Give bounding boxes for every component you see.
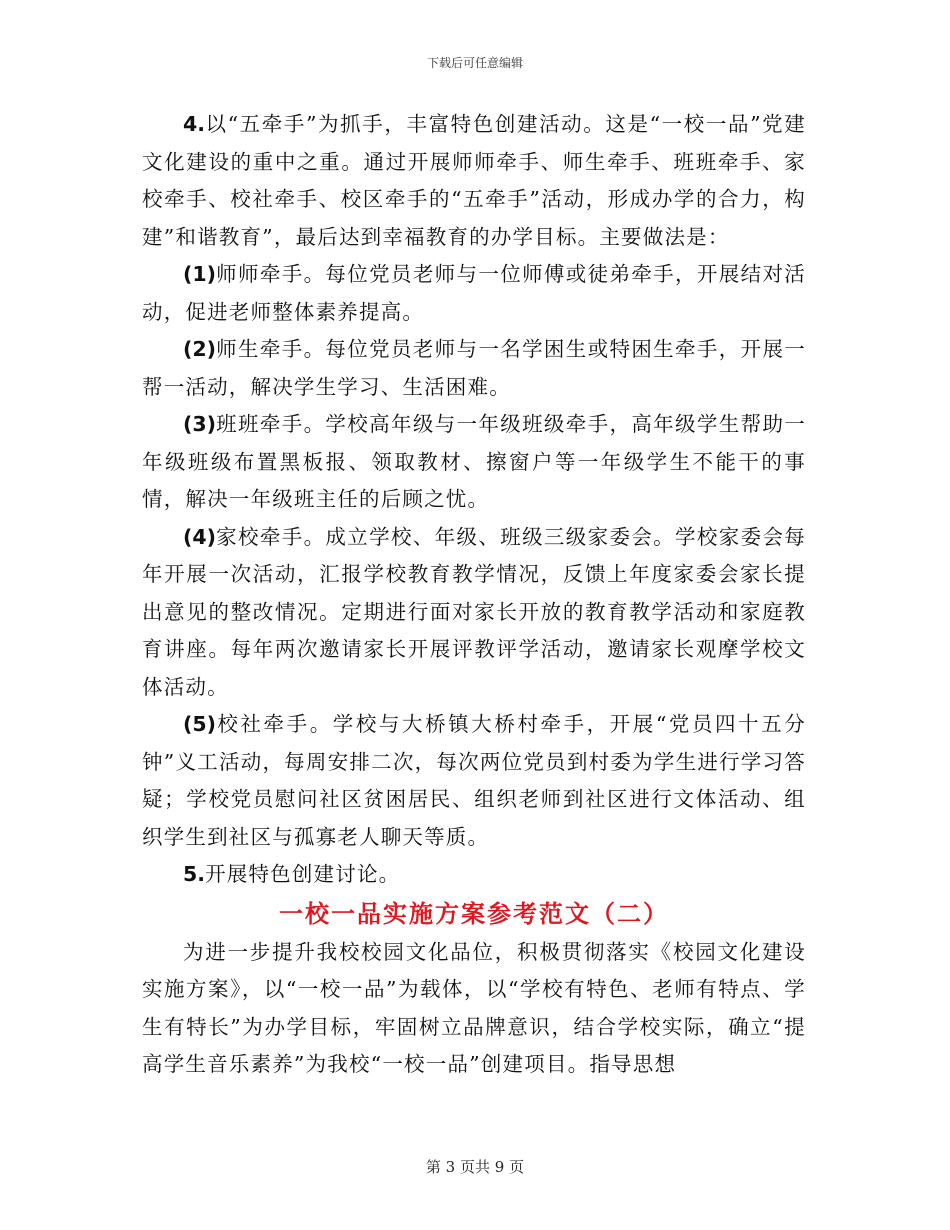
page-header: 下载后可任意编辑: [426, 56, 523, 70]
item-number: (4): [183, 524, 217, 549]
item-number: (5): [183, 712, 217, 736]
page-footer: 第 3 页共 9 页: [425, 1158, 525, 1176]
item-number: (1): [183, 262, 217, 286]
paragraph-text: 校社牵手。学校与大桥镇大桥村牵手，开展“党员四十五分钟”义工活动，每周安排二次，每次两位党员到村委为学生进行学习答疑；学校党员慰问社区贫困居民、组织老师到社区进行文体活动、组织学生到社区与孤寡老人聊天等质。: [142, 712, 806, 849]
item-number: 5.: [183, 862, 206, 886]
paragraph-text: 师生牵手。每位党员老师与一名学困生或特困生牵手，开展一帮一活动，解决学生学习、生活困难。: [142, 337, 806, 399]
paragraph-text: 以“五牵手”为抓手，丰富特色创建活动。这是“一校一品”党建文化建设的重中之重。通过开展师师牵手、师生牵手、班班牵手、家校牵手、校社牵手、校区牵手的“五牵手”活动，形成办学的合力，构建”和谐教育”，最后达到幸福教育的办学目标。主要做法是：: [142, 112, 806, 249]
paragraph-text: 班班牵手。学校高年级与一年级班级牵手，高年级学生帮助一年级班级布置黑板报、领取教材、擦窗户等一年级学生不能干的事情，解决一年级班主任的后顾之忧。: [142, 412, 806, 511]
item-number: 4.: [183, 112, 206, 136]
item-number: (3): [183, 412, 217, 436]
paragraph-text: 师师牵手。每位党员老师与一位师傅或徒弟牵手，开展结对活动，促进老师整体素养提高。: [142, 262, 806, 324]
intro-paragraph: 为进一步提升我校校园文化品位，积极贯彻落实《校园文化建设实施方案》，以“一校一品”为载体，以“学校有特色、老师有特点、学生有特长”为办学目标，牢固树立品牌意识，结合学校实际，确立“提高学生音乐素养”为我校“一校一品”创建项目。指导思想: [142, 939, 806, 1076]
paragraph-subitem-1: [142, 256, 806, 331]
paragraph-item-4: [142, 106, 806, 256]
paragraph-subitem-3: [142, 406, 806, 519]
paragraph-subitem-4: [142, 519, 806, 707]
document-body: [142, 106, 806, 1084]
paragraph-subitem-2: [142, 331, 806, 406]
item-number: (2): [183, 337, 217, 361]
paragraph-text: 开展特色创建讨论。: [205, 862, 401, 886]
paragraph-item-5: [142, 856, 806, 894]
paragraph-subitem-5: [142, 706, 806, 856]
paragraph-text: 家校牵手。成立学校、年级、班级三级家委会。学校家委会每年开展一次活动，汇报学校教育教学情况，反馈上年度家委会家长提出意见的整改情况。定期进行面对家长开放的教育教学活动和家庭教育讲座。每年两次邀请家长开展评教评学活动，邀请家长观摩学校文体活动。: [142, 524, 806, 699]
section-title: 一校一品实施方案参考范文（二）: [279, 898, 669, 928]
